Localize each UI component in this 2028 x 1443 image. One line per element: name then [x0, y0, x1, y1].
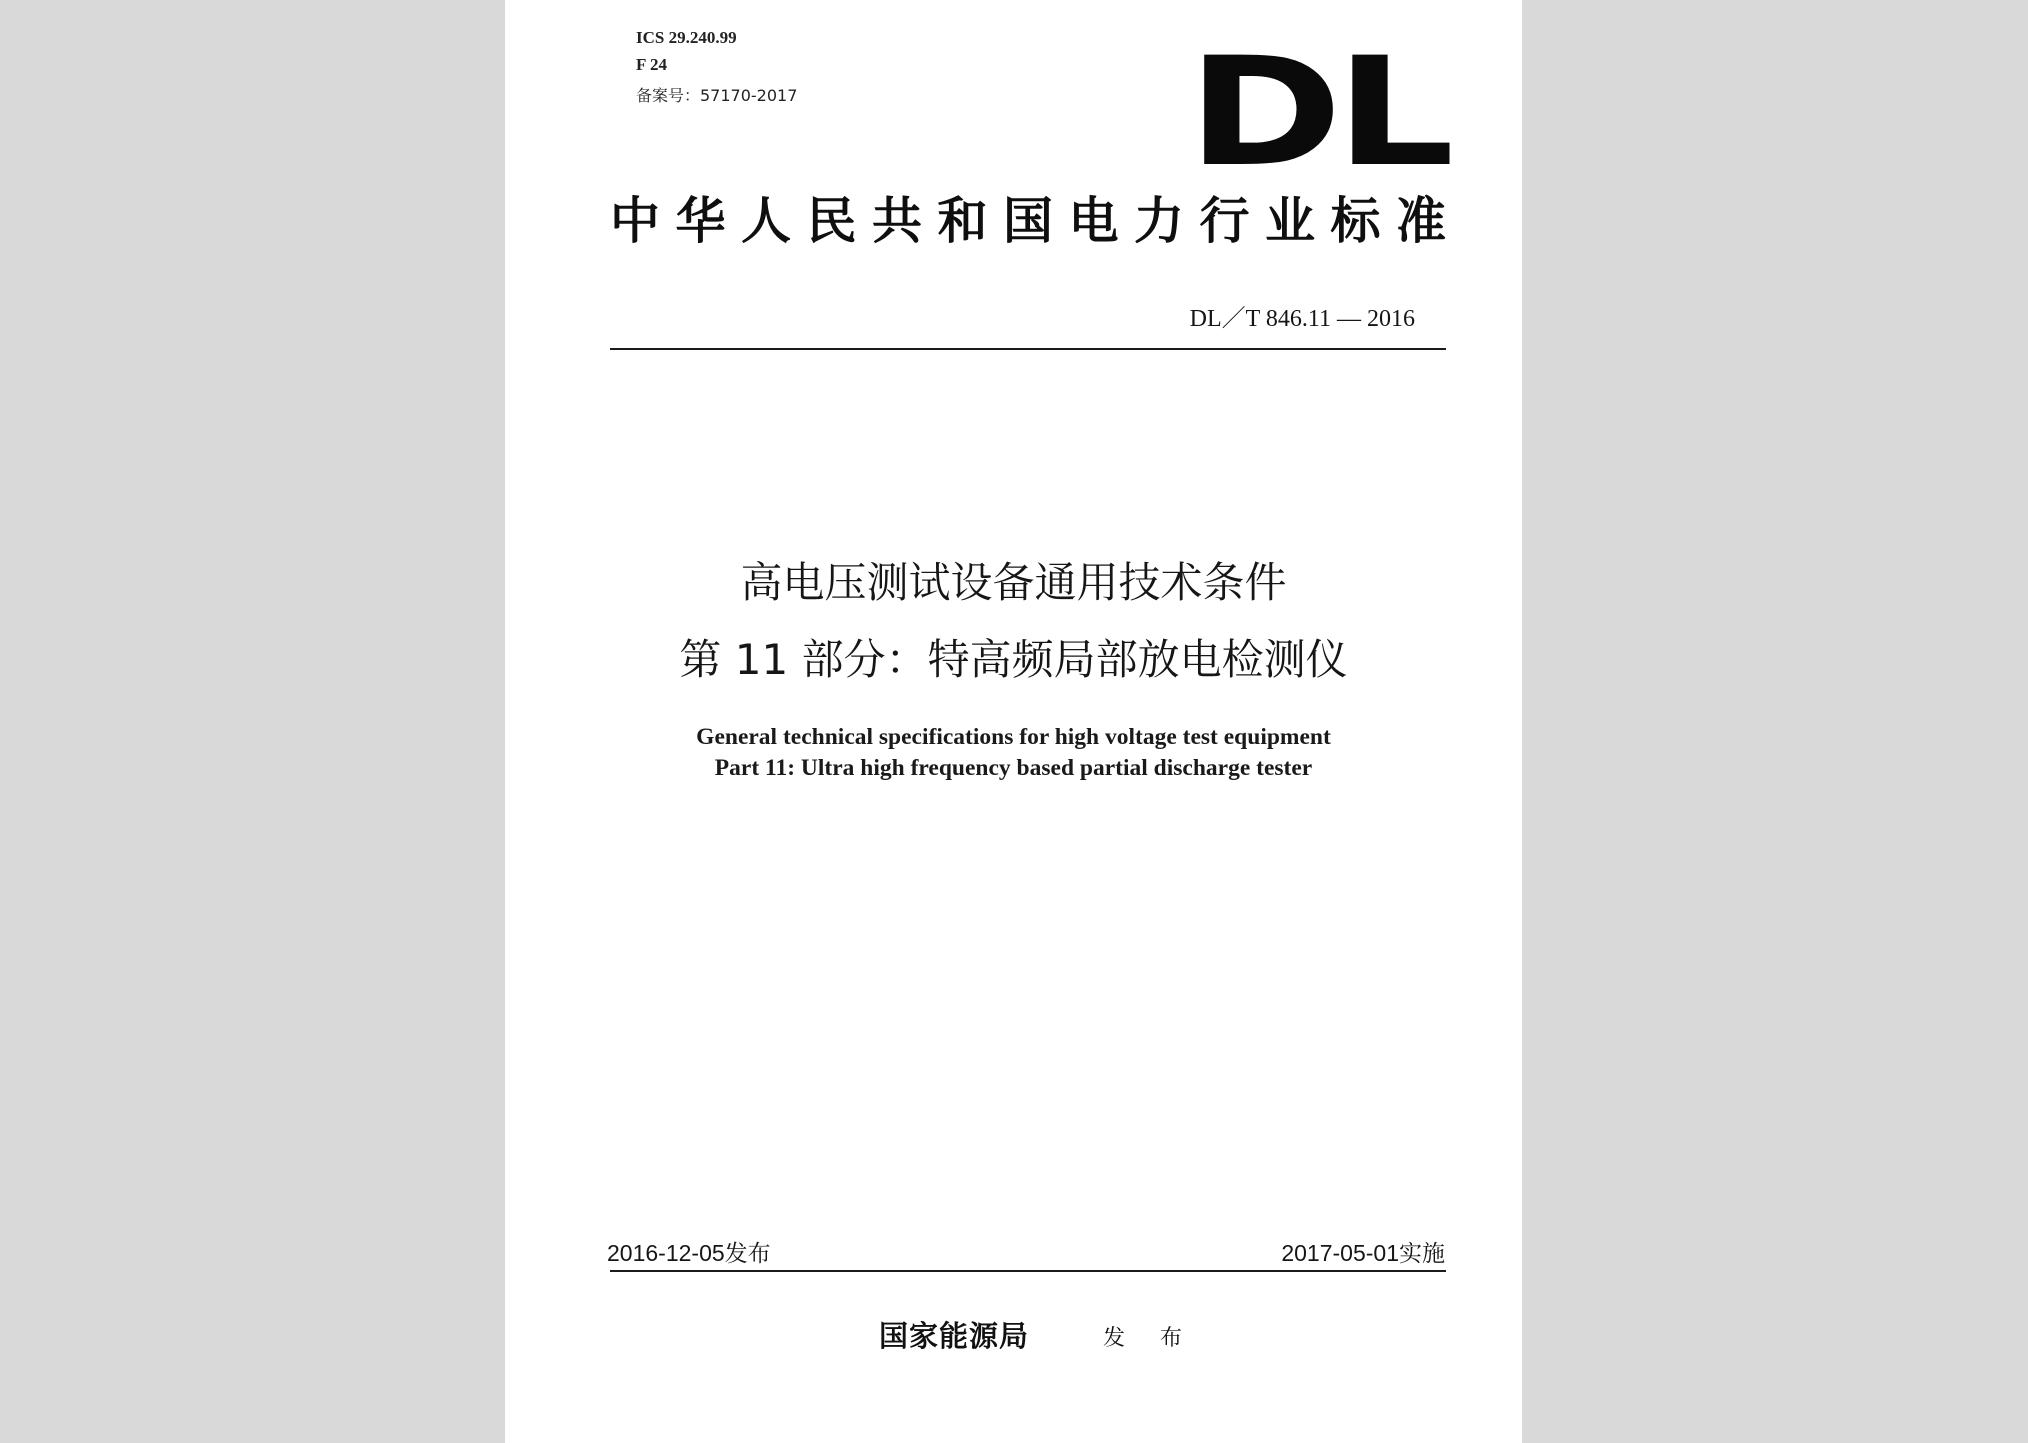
standard-number: DL／T 846.11 — 2016: [1189, 306, 1415, 332]
header-rule: [610, 348, 1446, 350]
standard-title: 中华人民共和国电力行业标准: [610, 191, 1446, 250]
filing-number: 备案号：57170-2017: [636, 86, 798, 105]
title-en-line1: General technical specifications for high voltage test equipment: [696, 724, 1331, 750]
effective-date: 2017-05-01实施: [1281, 1240, 1445, 1266]
title-cn-line2: 第 11 部分：特高频局部放电检测仪: [679, 635, 1348, 684]
dl-logo: DL: [1187, 26, 1448, 200]
title-cn-line1: 高电压测试设备通用技术条件: [740, 558, 1287, 607]
issue-date: 2016-12-05发布: [607, 1240, 771, 1266]
footer-rule: [610, 1270, 1446, 1272]
ccs-code: F 24: [636, 55, 668, 74]
publisher-name: 国家能源局: [879, 1319, 1030, 1353]
title-en-line2: Part 11: Ultra high frequency based partial discharge tester: [714, 755, 1313, 781]
ics-code: ICS 29.240.99: [636, 28, 737, 47]
publish-verb: 发 布: [1103, 1326, 1196, 1351]
document-page: [505, 0, 1522, 1443]
